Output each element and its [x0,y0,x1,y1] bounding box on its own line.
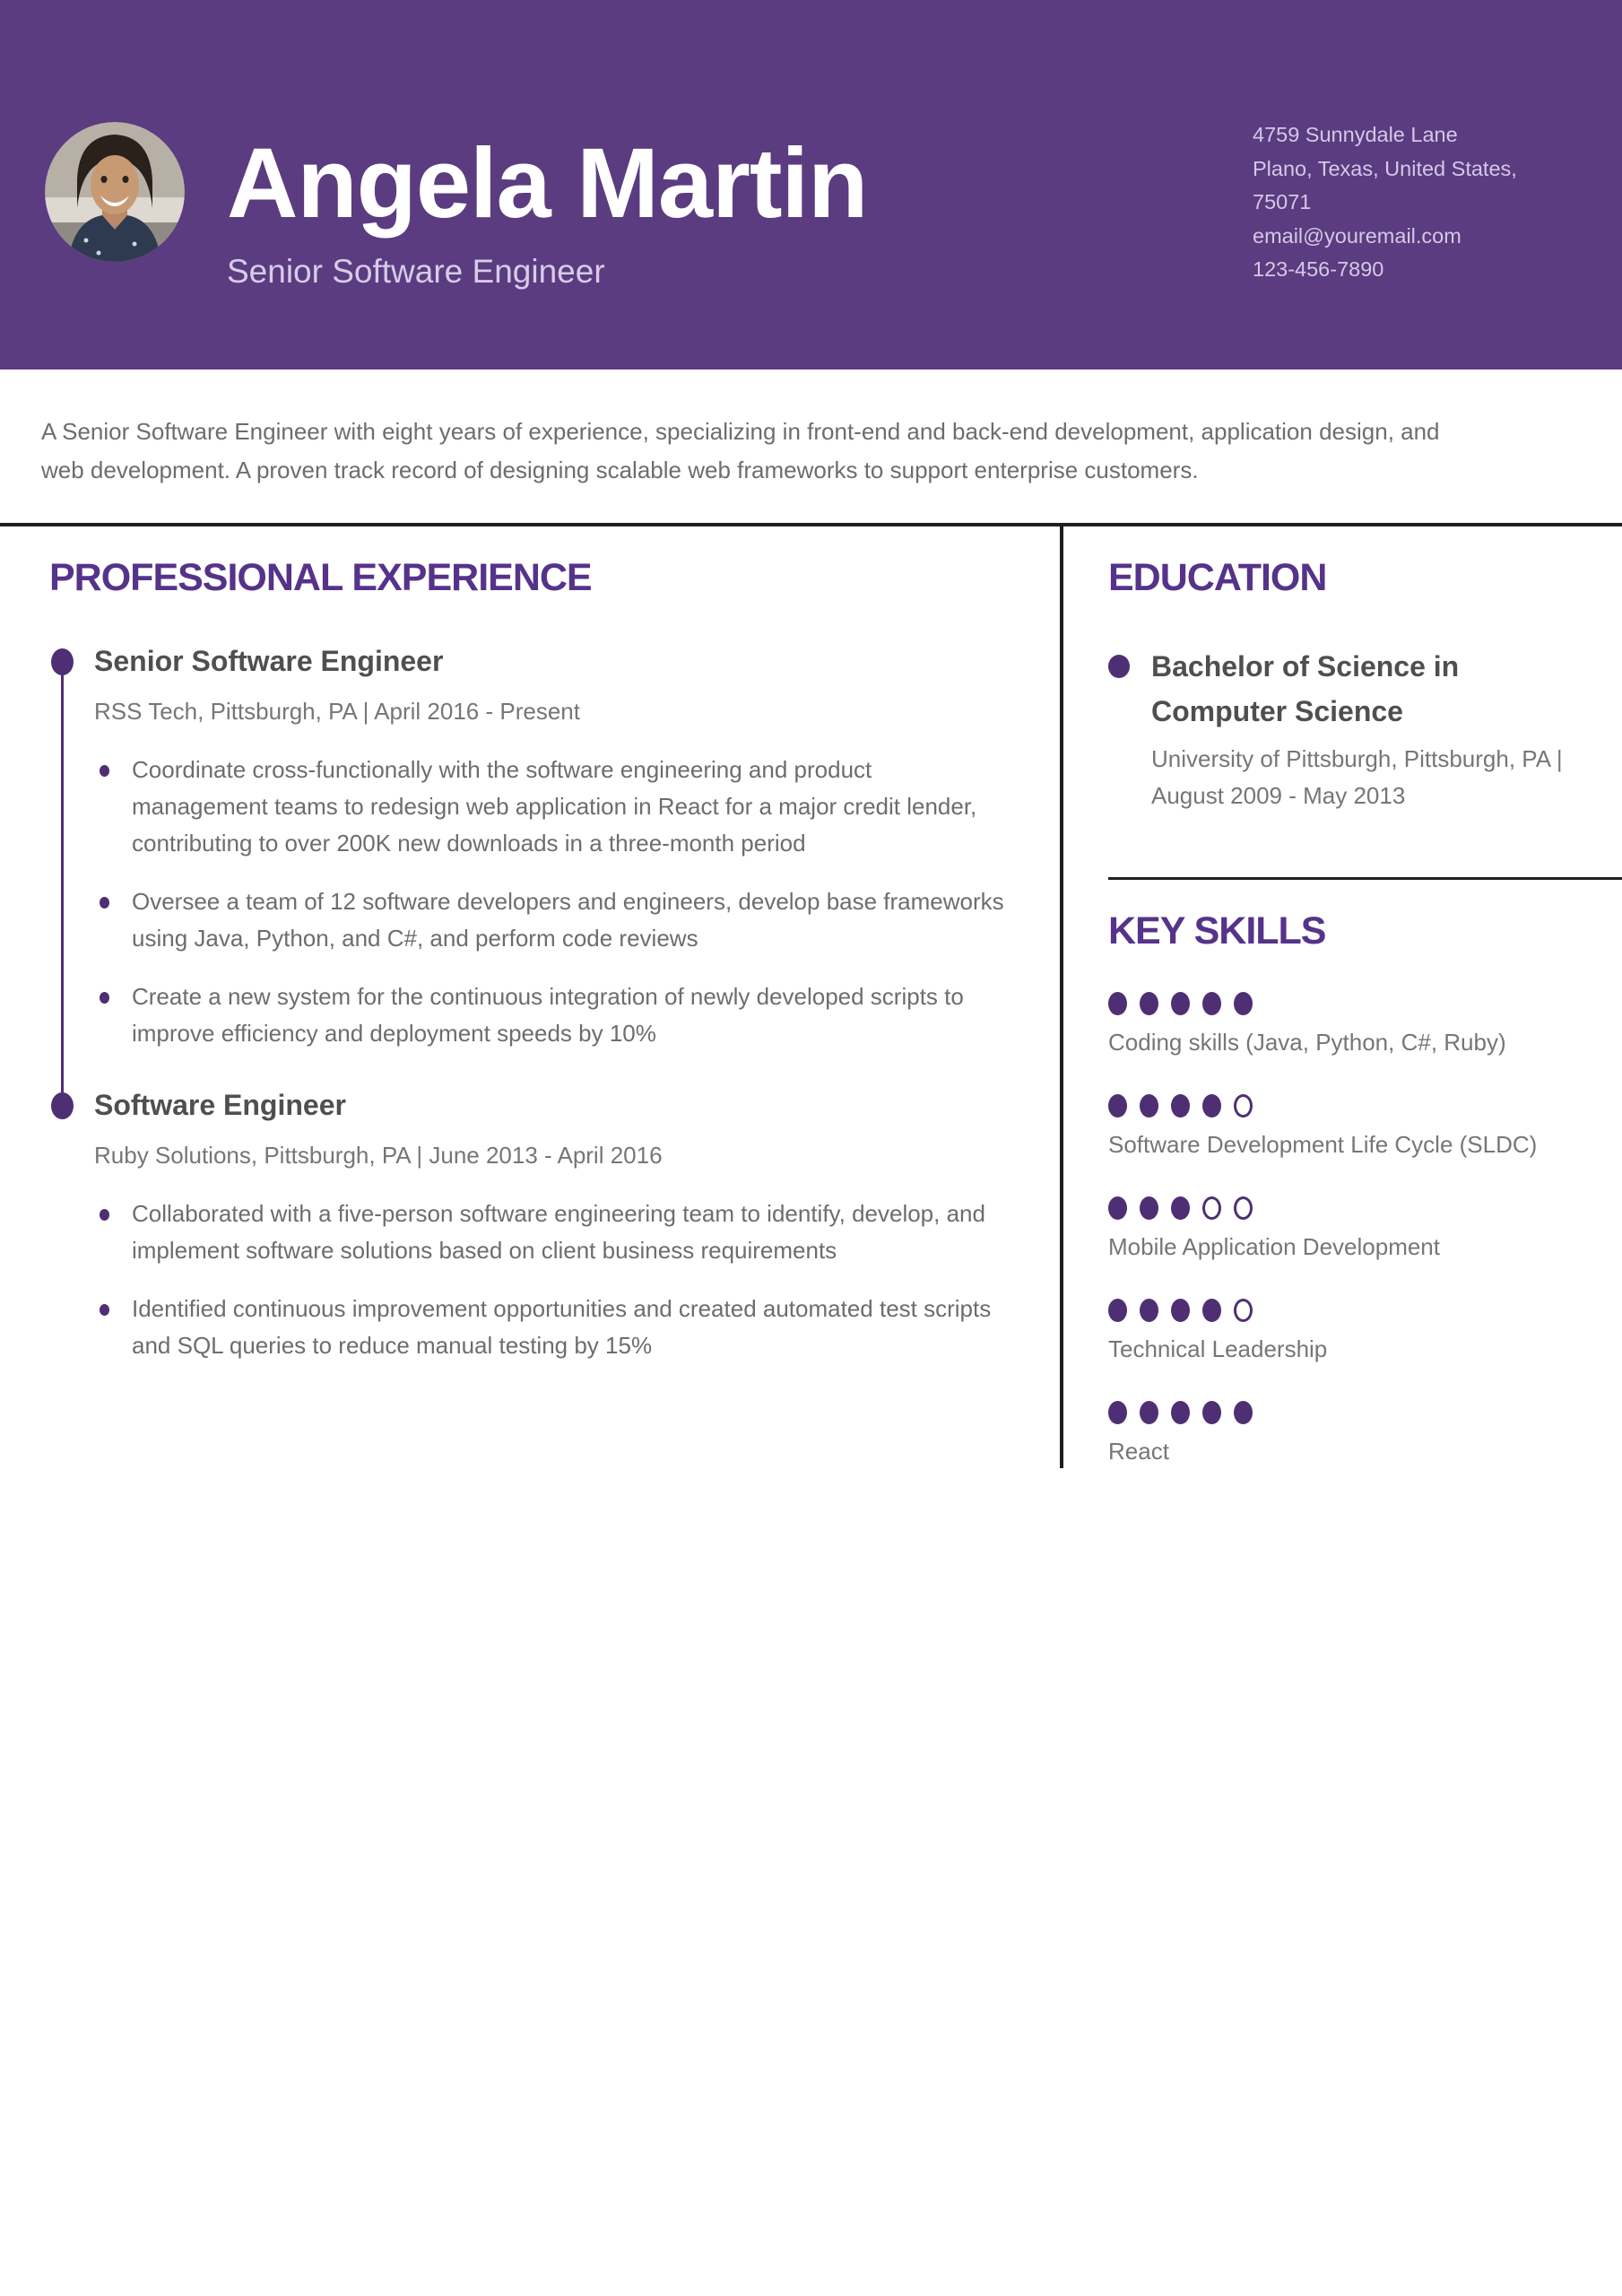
rating-dot-empty-icon [1234,1196,1253,1220]
skill-label: Mobile Application Development [1108,1233,1440,1260]
experience-heading: PROFESSIONAL EXPERIENCE [49,556,592,599]
rating-dot-filled-icon [1171,1094,1190,1118]
education-section [1108,556,1622,880]
sidebar-column [1060,526,1622,1468]
rating-dot-filled-icon [1140,1196,1158,1220]
skill-rating-dots [1108,1094,1622,1118]
contact-line: 123-456-7890 [1253,257,1384,281]
timeline-connector [61,674,64,1095]
rating-dot-filled-icon [1140,1401,1158,1424]
rating-dot-filled-icon [1234,1401,1253,1424]
skill-item [1108,1401,1622,1465]
rating-dot-filled-icon [1140,992,1158,1015]
education-degree: Bachelor of Science in Computer Science [1151,650,1460,727]
rating-dot-empty-icon [1202,1196,1221,1220]
contact-line: 4759 Sunnydale Lane [1253,123,1458,146]
education-heading: EDUCATION [1108,556,1327,599]
rating-dot-filled-icon [1108,992,1127,1015]
rating-dot-empty-icon [1234,1299,1253,1322]
education-meta: University of Pittsburgh, Pittsburgh, PA | August 2009 - May 2013 [1151,745,1563,809]
job-title: Software Engineer [94,1089,346,1121]
skill-item [1108,1196,1622,1261]
profile-photo-illustration [45,122,185,262]
job-bullet: Oversee a team of 12 software developers and engineers, develop base frameworks using Java, Python, and C#, and perform code reviews [94,883,1006,957]
skill-rating-dots [1108,1196,1622,1220]
skill-item [1108,992,1622,1057]
contact-line: Plano, Texas, United States, [1253,156,1517,180]
job-entry [49,644,1006,1052]
skill-label: React [1108,1438,1169,1465]
rating-dot-filled-icon [1108,1401,1127,1424]
skill-rating-dots [1108,992,1622,1015]
job-bullet-list [94,752,1006,1052]
rating-dot-filled-icon [1202,992,1221,1015]
rating-dot-filled-icon [1108,1094,1127,1118]
candidate-title: Senior Software Engineer [227,253,605,290]
rating-dot-filled-icon [1171,1196,1190,1220]
contact-line: 75071 [1253,190,1312,213]
skill-label: Technical Leadership [1108,1335,1328,1362]
skills-section [1108,909,1622,1465]
contact-line: email@youremail.com [1253,223,1462,248]
education-entry [1108,644,1573,814]
timeline-dot-icon [1108,655,1130,678]
skills-list [1108,992,1622,1465]
profile-photo [45,122,185,262]
job-bullet: Coordinate cross-functionally with the software engineering and product management teams to redesign web application in React for a major credit lender, contributing to over 200K new downloads in a three-month period [94,752,1006,862]
job-bullet-list [94,1196,1006,1364]
rating-dot-empty-icon [1234,1094,1253,1118]
skill-rating-dots [1108,1299,1622,1322]
summary-text: A Senior Software Engineer with eight years of experience, specializing in front-end and back-end development, application design, and web development. A proven track record of designing scalable web frameworks to support enterprise customers. [41,418,1440,483]
job-meta: Ruby Solutions, Pittsburgh, PA | June 2013 - April 2016 [94,1142,663,1169]
rating-dot-filled-icon [1171,1299,1190,1322]
skill-item [1108,1094,1622,1159]
job-title: Senior Software Engineer [94,645,444,677]
timeline-dot-icon [51,648,74,675]
resume-header [0,0,1622,370]
rating-dot-filled-icon [1108,1196,1127,1220]
rating-dot-filled-icon [1108,1299,1127,1322]
rating-dot-filled-icon [1202,1094,1221,1118]
summary-section [0,370,1622,490]
job-entry [49,1088,1006,1364]
candidate-name: Angela Martin [227,128,868,239]
rating-dot-filled-icon [1171,992,1190,1015]
job-meta: RSS Tech, Pittsburgh, PA | April 2016 - Present [94,698,580,725]
timeline-dot-icon [51,1092,74,1119]
contact-block [1253,118,1584,287]
skill-label: Coding skills (Java, Python, C#, Ruby) [1108,1029,1506,1056]
rating-dot-filled-icon [1234,992,1253,1015]
job-bullet: Create a new system for the continuous integration of newly developed scripts to improve efficiency and deployment speeds by 10% [94,978,1006,1052]
experience-timeline [49,644,1006,1364]
rating-dot-filled-icon [1202,1401,1221,1424]
skills-heading: KEY SKILLS [1108,909,1326,952]
skill-rating-dots [1108,1401,1622,1424]
skill-item [1108,1299,1622,1363]
experience-column [0,526,1060,1468]
job-bullet: Collaborated with a five-person software engineering team to identify, develop, and implement software solutions based on client business requirements [94,1196,1006,1269]
content-columns [0,523,1622,1468]
skill-label: Software Development Life Cycle (SLDC) [1108,1131,1538,1158]
rating-dot-filled-icon [1140,1094,1158,1118]
job-bullet: Identified continuous improvement opportunities and created automated test scripts and SQL queries to reduce manual testing by 15% [94,1291,1006,1364]
rating-dot-filled-icon [1202,1299,1221,1322]
rating-dot-filled-icon [1140,1299,1158,1322]
rating-dot-filled-icon [1171,1401,1190,1424]
